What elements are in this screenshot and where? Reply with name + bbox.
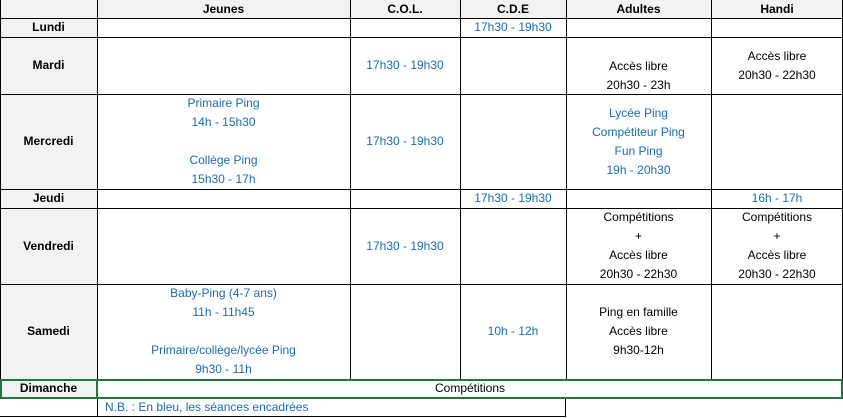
mercredi-jeunes-line-3: Collège Ping <box>189 153 258 167</box>
samedi-jeunes-line-3: Primaire/collège/lycée Ping <box>151 343 296 357</box>
day-samedi: Samedi <box>0 284 97 379</box>
grid-line <box>0 94 843 95</box>
vendredi-handi <box>711 208 843 284</box>
dimanche-competitions: Compétitions <box>434 381 506 395</box>
selection-border <box>0 379 843 381</box>
grid-line <box>97 398 98 417</box>
day-mardi: Mardi <box>0 37 97 94</box>
header-col: C.O.L. <box>350 0 460 18</box>
mardi-adultes-line-1: Accès libre <box>609 58 668 73</box>
mercredi-jeunes-line-4: 15h30 - 17h <box>191 172 256 186</box>
selection-border <box>0 379 2 399</box>
mardi-handi-line-2: 20h30 - 22h30 <box>738 67 816 82</box>
mardi-col: 17h30 - 19h30 <box>366 58 444 72</box>
grid-line <box>0 208 843 209</box>
mercredi-adultes-line-4: 19h - 20h30 <box>606 162 671 177</box>
grid-line <box>460 0 461 379</box>
vendredi-adultes-line-1: Compétitions <box>603 210 674 224</box>
day-mercredi: Mercredi <box>0 94 97 189</box>
samedi-jeunes <box>97 284 350 379</box>
grid-line <box>350 0 351 379</box>
grid-line <box>0 189 843 190</box>
grid-line <box>566 0 567 379</box>
mardi-handi <box>711 37 843 94</box>
mardi-handi-line-1: Accès libre <box>747 48 807 63</box>
samedi-adultes-line-3: 9h30-12h <box>613 343 664 357</box>
jeudi-handi: 16h - 17h <box>751 191 803 205</box>
header-cde: C.D.E <box>460 0 566 18</box>
mercredi-adultes <box>566 94 711 189</box>
samedi-jeunes-line-1: Baby-Ping (4-7 ans) <box>170 286 277 300</box>
day-vendredi: Vendredi <box>0 208 97 284</box>
vendredi-handi-line-3: Accès libre <box>747 248 807 262</box>
grid-line <box>0 416 566 417</box>
grid-line <box>565 398 566 417</box>
vendredi-handi-line-2: + <box>773 229 781 243</box>
header-handi: Handi <box>711 0 843 18</box>
samedi-adultes <box>566 284 711 379</box>
grid-line <box>0 18 843 19</box>
samedi-adultes-line-1: Ping en famille <box>599 305 678 319</box>
grid-line <box>0 37 843 38</box>
vendredi-adultes-line-2: + <box>634 229 642 243</box>
grid-line <box>97 0 98 379</box>
mardi-adultes <box>566 37 711 94</box>
header-corner <box>0 0 97 18</box>
jeudi-cde: 17h30 - 19h30 <box>474 191 552 205</box>
header-jeunes: Jeunes <box>97 0 350 18</box>
header-adultes: Adultes <box>566 0 711 18</box>
grid-line <box>711 0 712 379</box>
vendredi-handi-line-4: 20h30 - 22h30 <box>738 267 816 281</box>
mercredi-jeunes-line-2: 14h - 15h30 <box>191 115 256 129</box>
vendredi-adultes <box>566 208 711 284</box>
vendredi-adultes-line-3: Accès libre <box>609 248 668 262</box>
mercredi-col: 17h30 - 19h30 <box>366 134 444 148</box>
vendredi-col: 17h30 - 19h30 <box>366 238 444 253</box>
samedi-jeunes-line-4: 9h30 - 11h <box>195 362 252 376</box>
day-jeudi: Jeudi <box>0 189 97 208</box>
grid-line <box>0 0 1 379</box>
selection-border <box>0 397 843 399</box>
samedi-jeunes-line-2: 11h - 11h45 <box>192 305 255 319</box>
mercredi-adultes-line-1: Lycée Ping <box>609 105 668 120</box>
day-dimanche: Dimanche <box>0 379 97 398</box>
grid-line <box>0 284 843 285</box>
lundi-cde: 17h30 - 19h30 <box>474 20 552 34</box>
samedi-cde: 10h - 12h <box>487 324 539 338</box>
mercredi-adultes-line-2: Compétiteur Ping <box>592 124 685 139</box>
samedi-adultes-line-2: Accès libre <box>609 324 668 338</box>
mercredi-adultes-line-3: Fun Ping <box>614 143 663 158</box>
day-lundi: Lundi <box>0 18 97 37</box>
legend-note: N.B. : En bleu, les séances encadrées <box>105 400 309 414</box>
mercredi-jeunes <box>97 94 350 189</box>
mercredi-jeunes-line-1: Primaire Ping <box>187 96 260 110</box>
mardi-adultes-line-2: 20h30 - 23h <box>606 77 671 92</box>
vendredi-adultes-line-4: 20h30 - 22h30 <box>599 267 678 281</box>
vendredi-handi-line-1: Compétitions <box>741 210 813 224</box>
selection-border <box>96 379 98 399</box>
